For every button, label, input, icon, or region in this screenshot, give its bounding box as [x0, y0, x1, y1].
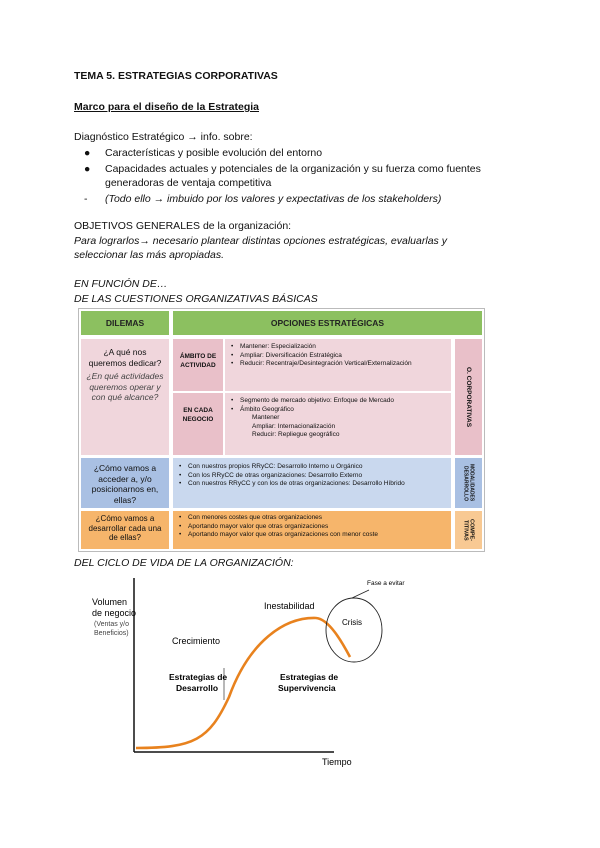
section-subtitle: Marco para el diseño de la Estrategia: [74, 101, 259, 113]
ciclo-heading: DEL CICLO DE VIDA DE LA ORGANIZACIÓN:: [74, 557, 294, 569]
ylabel-1: Volumen: [92, 597, 128, 607]
list-item: Mantener: [252, 414, 280, 421]
list-item: • Segmento de mercado objetivo: Enfoque de Mercado: [231, 397, 445, 406]
dilema-3: ¿Cómo vamos a desarrollar cada una de ellas?: [81, 511, 169, 549]
cuestiones-label: DE LAS CUESTIONES ORGANIZATIVAS BÁSICAS: [74, 293, 318, 305]
list-item: • Con nuestros propios RRyCC: Desarrollo Interno u Orgánico: [179, 463, 445, 472]
crisis-label: Crisis: [342, 618, 362, 627]
competitivas-label: COMPE- TITIVAS: [455, 511, 482, 549]
list-item: • Con nuestros RRyCC y con los de otras organizaciones: Desarrollo Híbrido: [179, 480, 445, 489]
list-item: ● Características y posible evolución del entorno: [84, 147, 323, 159]
dilema-1: ¿A qué nos queremos dedicar? ¿En qué actividades queremos operar y con qué alcance?: [81, 339, 169, 455]
diagnostico-list: [84, 146, 524, 208]
strategy-table: [78, 308, 485, 552]
list-item: • Aportando mayor valor que otras organizaciones con menor coste: [179, 531, 445, 540]
modalidades-label: MODALIDADES DESARROLLO: [455, 458, 482, 508]
desarrollo-label-2: Desarrollo: [176, 683, 219, 693]
en-funcion-label: EN FUNCIÓN DE…: [74, 278, 168, 290]
ambito-options: [225, 339, 451, 391]
list-item: • Mantener: Especialización: [231, 343, 445, 352]
life-cycle-diagram: [84, 572, 444, 772]
inestabilidad-label: Inestabilidad: [264, 601, 315, 611]
diagnostico-text: Diagnóstico Estratégico → info. sobre:: [74, 131, 253, 143]
header-opciones: OPCIONES ESTRATÉGICAS: [173, 311, 482, 335]
list-item: • Reducir: Recentraje/Desintegración Vertical/Externalización: [231, 360, 445, 369]
list-item: • Ámbito Geográfico: [231, 406, 445, 415]
list-item: - (Todo ello → imbuido por los valores y expectativas de los stakeholders): [84, 193, 442, 205]
ylabel-3: (Ventas y/o: [94, 621, 130, 628]
page-title: TEMA 5. ESTRATEGIAS CORPORATIVAS: [74, 70, 278, 82]
desarrollo-label-1: Estrategias de: [169, 672, 228, 682]
objetivos-heading: OBJETIVOS GENERALES de la organización:: [74, 220, 292, 232]
modalidades-options: [173, 458, 451, 508]
objetivos-detail: Para lograrlos→ necesario plantear distintas opciones estratégicas, evaluarlas y seleccionar las más apropiadas.: [74, 235, 447, 261]
list-item: • Con menores costes que otras organizaciones: [179, 514, 445, 523]
supervivencia-label-1: Estrategias de: [280, 672, 339, 682]
header-dilemas: DILEMAS: [81, 311, 169, 335]
xlabel: Tiempo: [322, 757, 352, 767]
ambito-label: ÁMBITO DE ACTIVIDAD: [173, 339, 223, 391]
list-item: • Aportando mayor valor que otras organizaciones: [179, 523, 445, 532]
fase-label: Fase a evitar: [367, 580, 405, 587]
ylabel-4: Beneficios): [94, 630, 129, 637]
competitivas-options: [173, 511, 451, 549]
corporativas-label: O. CORPORATIVAS: [455, 339, 482, 455]
supervivencia-label-2: Supervivencia: [278, 683, 336, 693]
negocio-options: [225, 393, 451, 455]
list-item: Reducir: Repliegue geográfico: [252, 431, 340, 438]
dilema-2: ¿Cómo vamos a acceder a, y/o posicionarnos en, ellas?: [81, 458, 169, 508]
list-item: • Con los RRyCC de otras organizaciones: Desarrollo Externo: [179, 472, 445, 481]
negocio-label: EN CADA NEGOCIO: [173, 393, 223, 455]
fase-pointer: [352, 590, 369, 598]
list-item: ● Capacidades actuales y potenciales de la organización y su fuerza como fuentes generadoras de ventaja competitiva: [84, 163, 481, 189]
ylabel-2: de negocio: [92, 608, 137, 618]
list-item: • Ampliar: Diversificación Estratégica: [231, 352, 445, 361]
list-item: Ampliar: Internacionalización: [252, 422, 336, 430]
crecimiento-label: Crecimiento: [172, 636, 221, 646]
